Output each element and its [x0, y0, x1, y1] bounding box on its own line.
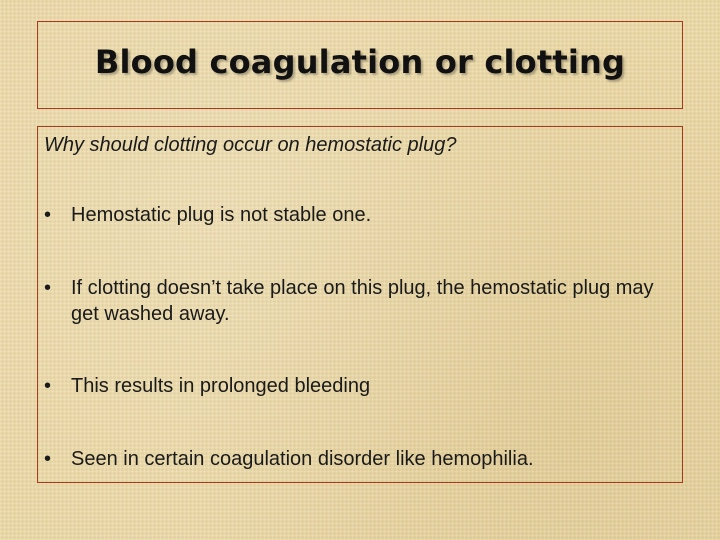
content-frame: [37, 126, 683, 483]
bullet-text: Hemostatic plug is not stable one.: [71, 204, 372, 226]
bullet-item: [44, 446, 671, 472]
title-frame: [37, 21, 683, 109]
bullet-text: Seen in certain coagulation disorder like hemophilia.: [71, 448, 534, 470]
bullet-icon: •: [44, 448, 52, 470]
bullet-text: This results in prolonged bleeding: [71, 375, 371, 397]
bullet-item: [44, 373, 671, 399]
bullet-icon: •: [44, 375, 52, 397]
bullet-icon: •: [44, 277, 52, 299]
bullet-item: [44, 275, 671, 327]
bullet-text: If clotting doesn’t take place on this plug, the hemostatic plug may get washed away.: [71, 277, 654, 325]
question-text: Why should clotting occur on hemostatic plug?: [44, 134, 457, 156]
bullet-item: [44, 202, 671, 228]
slide-title: Blood coagulation or clotting: [94, 43, 626, 81]
bullet-icon: •: [44, 204, 52, 226]
